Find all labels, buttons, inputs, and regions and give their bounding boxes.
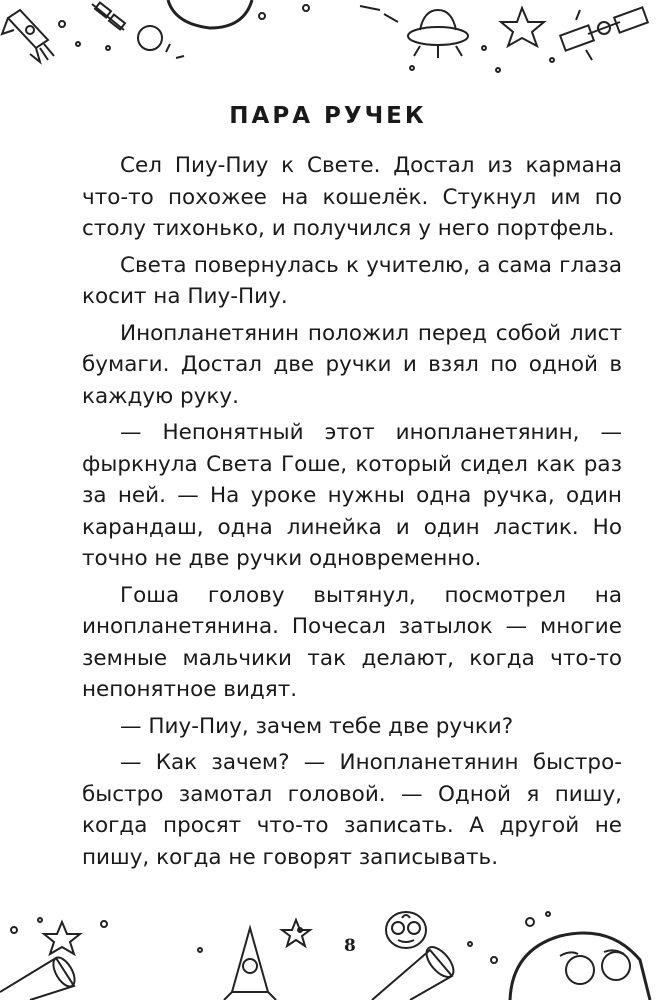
star-icon <box>496 8 554 72</box>
paragraph: Сел Пиу-Пиу к Свете. Достал из кармана что-то похожее на кошелёк. Стукнул им по столу тихонько, и получился у него портфель. <box>82 153 622 241</box>
telescope-icon <box>0 954 79 1000</box>
ufo-icon <box>360 6 486 70</box>
star-icon <box>11 918 107 954</box>
star-icon <box>282 920 310 946</box>
paragraph: — Как зачем? — Инопланетянин быстро-быстро замотал головой. — Одной я пишу, когда просят что-то записать. А другой не пишу, когда не говорят записывать. <box>82 750 622 870</box>
telescope-icon <box>372 942 497 1000</box>
paragraph: Света повернулась к учителю, а сама глаза косит на Пиу-Пиу. <box>82 252 622 309</box>
rocket-icon <box>198 928 302 1000</box>
planet-icon <box>138 0 309 58</box>
paragraph: Гоша голову вытянул, посмотрел на инопланетянина. Почесал затылок — многие земные мальчики так делают, когда что-то непонятное видят. <box>82 582 622 702</box>
rocket-icon <box>2 10 54 62</box>
top-space-doodles <box>0 0 656 80</box>
alien-face-icon <box>386 912 426 948</box>
planet-icon <box>510 912 650 1000</box>
chapter-title: ПАРА РУЧЕК <box>229 103 427 130</box>
satellite-icon <box>59 3 125 50</box>
body-text <box>82 150 622 873</box>
paragraph: — Пиу-Пиу, зачем тебе две ручки? <box>120 713 514 739</box>
paragraph: Инопланетянин положил перед собой лист бумаги. Достал две ручки и взял по одной в каждую руку. <box>82 320 622 409</box>
bottom-space-doodles <box>0 900 656 1000</box>
paragraph: — Непонятный этот инопланетянин, — фыркнула Света Гоше, который сидел как раз за ней. — На уроке нужны одна ручка, один карандаш, одна линейка и один ластик. Но точно не две ручки одновременно. <box>82 420 622 571</box>
page-number: 8 <box>344 936 356 956</box>
space-station-icon <box>560 7 648 60</box>
